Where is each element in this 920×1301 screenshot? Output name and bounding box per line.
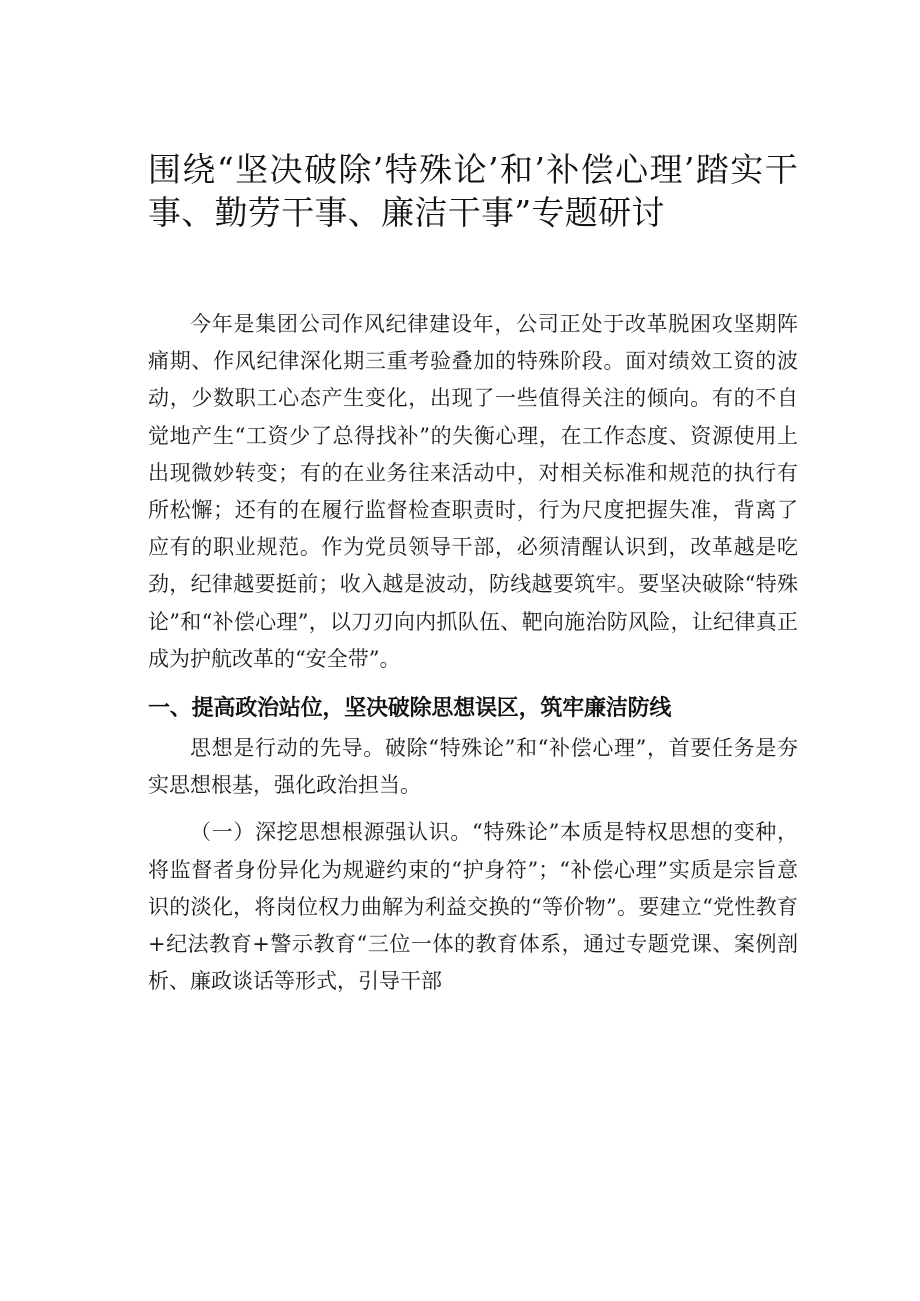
subsection-paragraph: （一）深挖思想根源强认识。“特殊论”本质是特权思想的变种，将监督者身份异化为规避约束的“护身符”；“补偿心理”实质是宗旨意识的淡化，将岗位权力曲解为利益交换的“等价物”。要建立“党性教育+纪法教育+警示教育“三位一体的教育体系，通过专题党课、案例剖析、廉政谈话等形式，引导干部 [148,820,798,994]
document-title: 围绕“坚决破除’特殊论’和’补偿心理’踏实干事、勤劳干事、廉洁干事”专题研讨 [148,150,798,232]
section-paragraph: 思想是行动的先导。破除“特殊论”和“补偿心理”，首要任务是夯实思想根基，强化政治担当。 [148,736,798,798]
intro-paragraph: 今年是集团公司作风纪律建设年，公司正处于改革脱困攻坚期阵痛期、作风纪律深化期三重考验叠加的特殊阶段。面对绩效工资的波动，少数职工心态产生变化，出现了一些值得关注的倾向。有的不自觉地产生“工资少了总得找补”的失衡心理，在工作态度、资源使用上出现微妙转变；有的在业务往来活动中，对相关标准和规范的执行有所松懈；还有的在履行监督检查职责时，行为尺度把握失准，背离了应有的职业规范。作为党员领导干部，必须清醒认识到，改革越是吃劲，纪律越要挺前；收入越是波动，防线越要筑牢。要坚决破除“特殊论”和“补偿心理”，以刀刃向内抓队伍、靶向施治防风险，让纪律真正成为护航改革的“安全带”。 [148,312,798,671]
section-heading: 一、提高政治站位，坚决破除思想误区，筑牢廉洁防线 [148,696,672,722]
document-page [148,148,798,1000]
